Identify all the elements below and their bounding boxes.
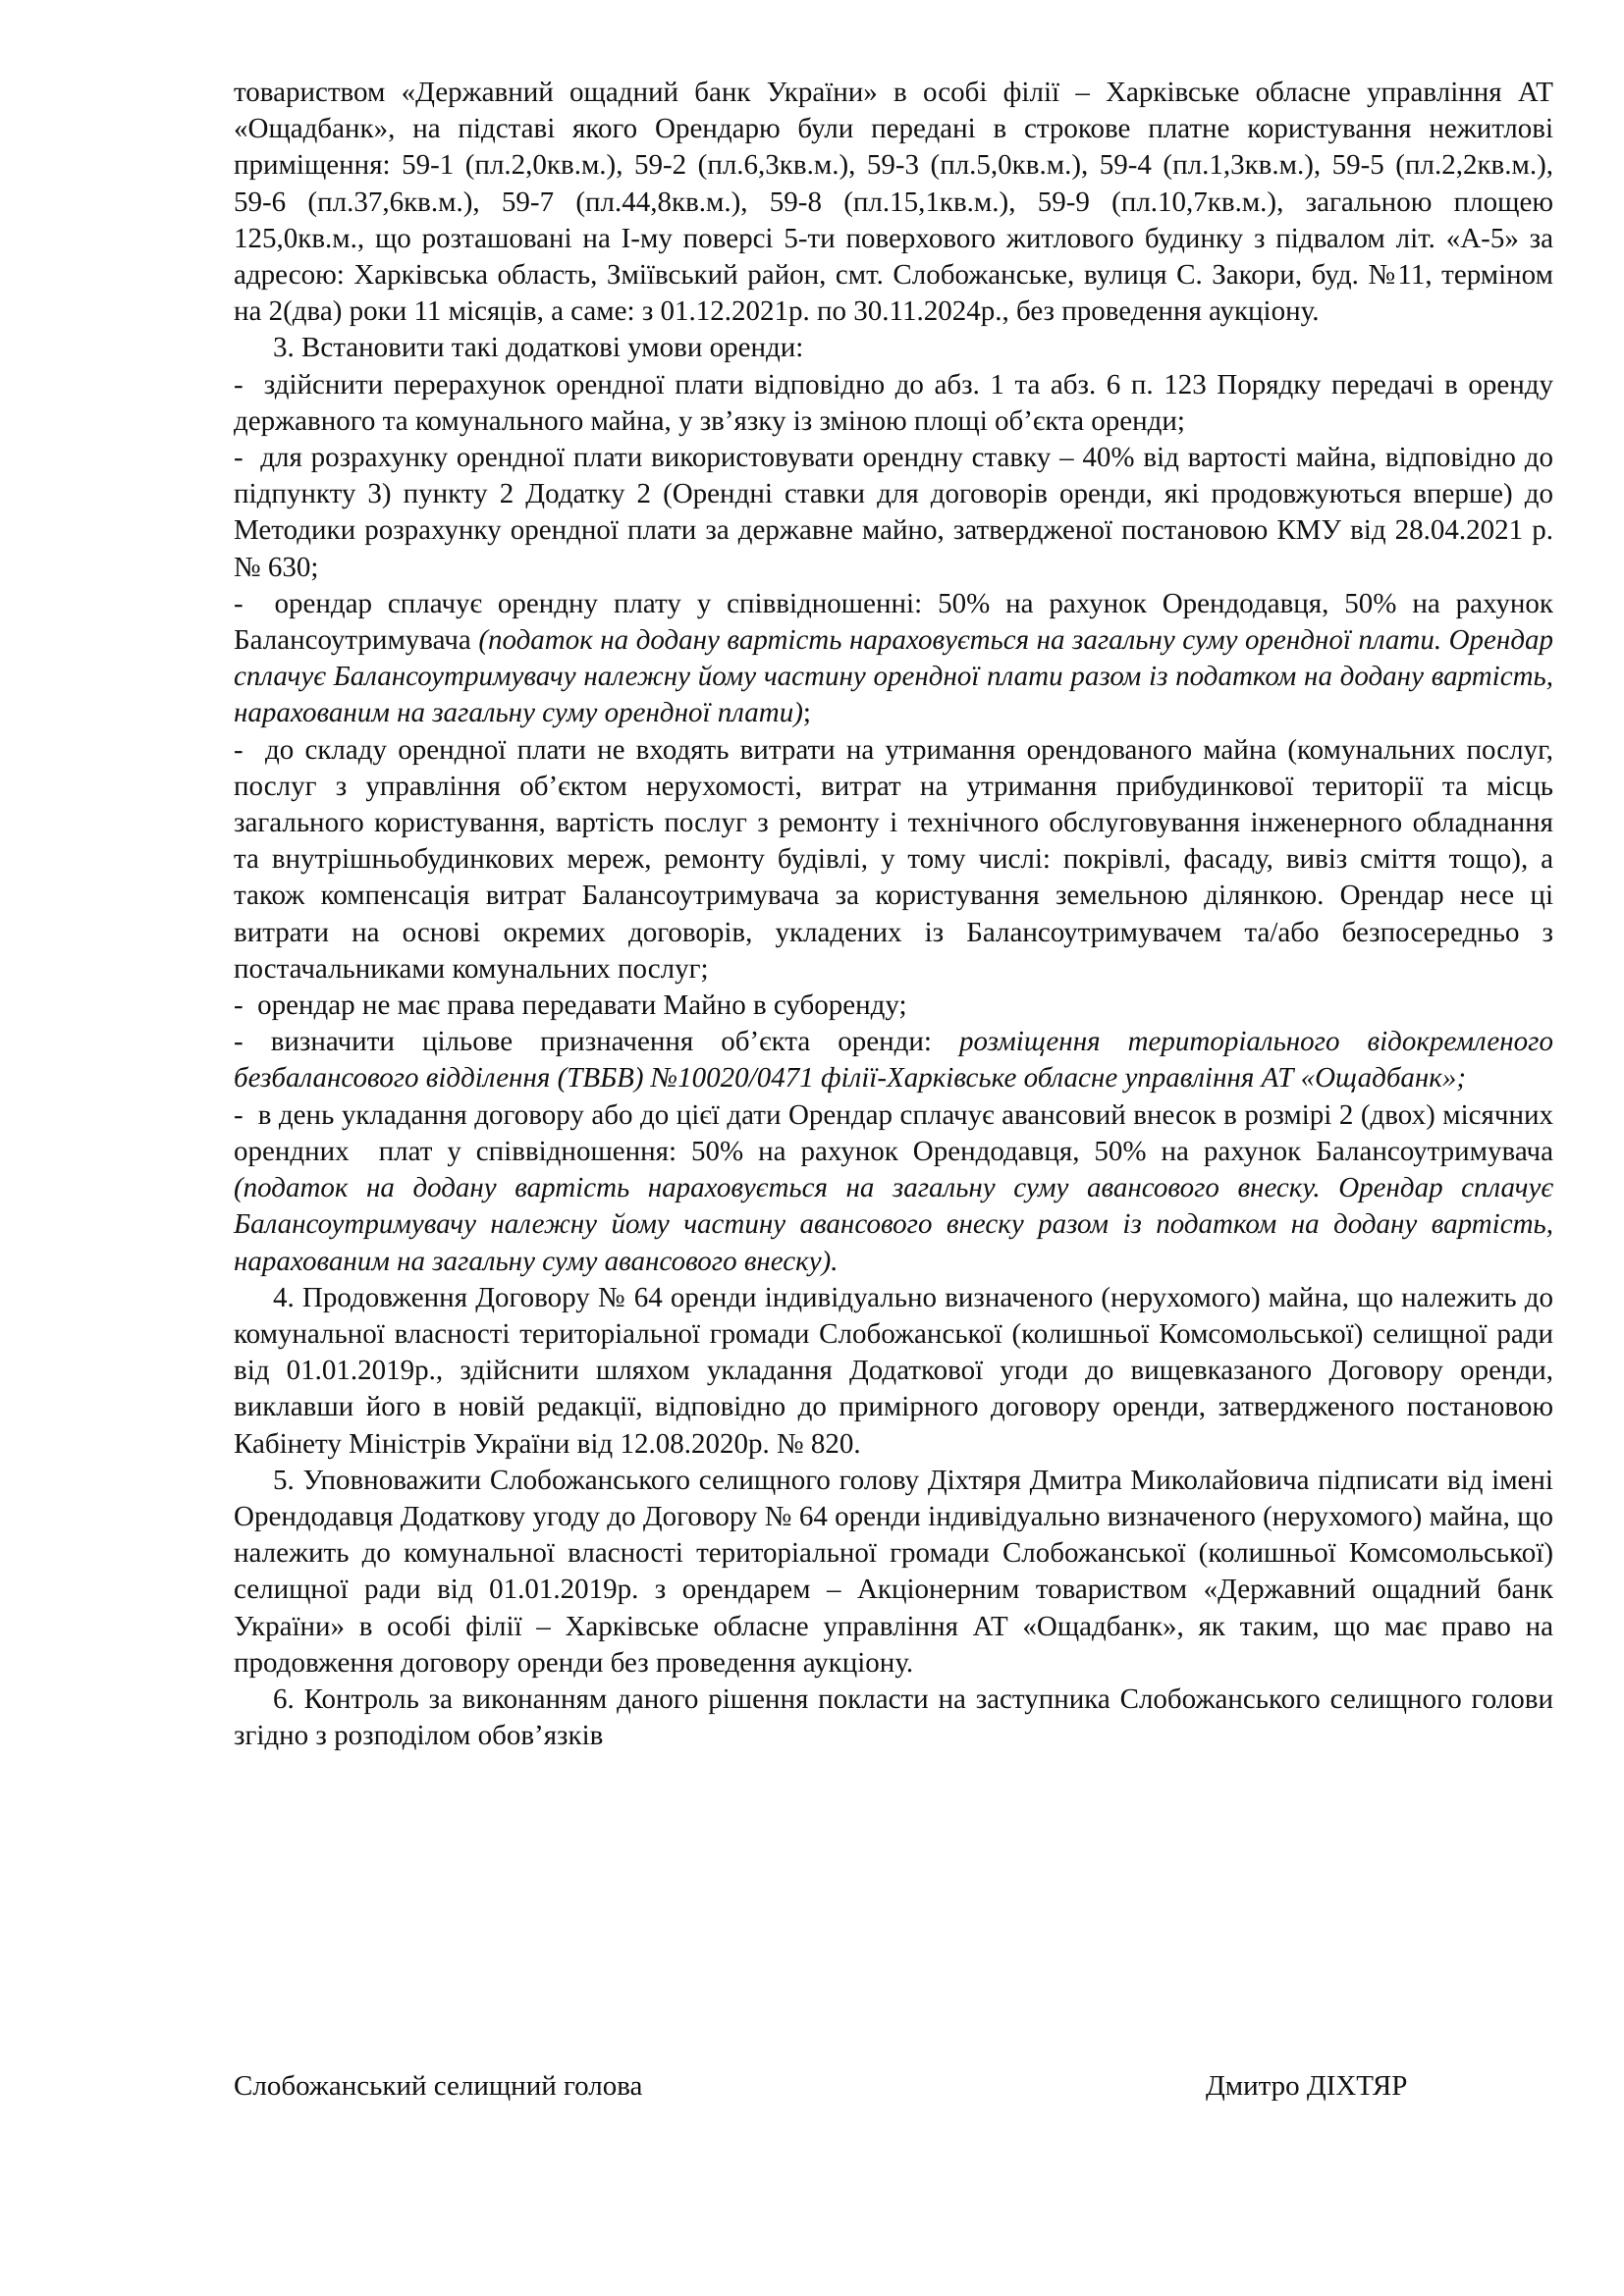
condition-payment-split: [234, 586, 1561, 732]
payment-split-note: (податок на додану вартість нараховується на загальну суму орендної плати. Орендар сплачує Балансоутримувачу належну йому частину орендної плати разом із податком на додану вартість, нарахованим на загальну суму орендної плати): [234, 624, 1561, 729]
condition-purpose: [234, 1024, 1561, 1096]
item-6: 6. Контроль за виконанням даного рішення покласти на заступника Слобожанського селищного голови згідно з розподілом обов’язків: [234, 1682, 1553, 1752]
condition-recalculation: - здійснити перерахунок орендної плати відповідно до абз. 1 та абз. 6 п. 123 Порядку передачі в оренду державного та комунального майна, у зв’язку із зміною площі об’єкта оренди;: [234, 368, 1561, 437]
condition-no-sublease: - орендар не має права передавати Майно в суборенду;: [234, 989, 907, 1022]
signatory-name: Дмитро ДІХТЯР: [1206, 2070, 1408, 2102]
item-3-heading: 3. Встановити такі додаткові умови оренди:: [273, 332, 804, 364]
advance-text: - в день укладання договору або до цієї дати Орендар сплачує авансовий внесок в розмірі 2 (двох) місячних орендних плат у співвідношення: 50% на рахунок Орендодавця, 50% на рахунок Балансоутримувача: [234, 1098, 1561, 1167]
condition-maintenance-costs: - до складу орендної плати не входять витрати на утримання орендованого майна (комунальних послуг, послуг з управління об’єктом нерухомості, витрат на утримання прибудинкової території та місць загального користування, вартість послуг з ремонту і технічного обслуговування інженерного обладнання та внутрішньобудинкових мереж, ремонту будівлі, у тому числі: покрівлі, фасаду, вивіз сміття тощо), а також компенсація витрат Балансоутримувача за користування земельною ділянкою. Орендар несе ці витрати на основі окремих договорів, укладених із Балансоутримувачем та/або безпосередньо з постачальниками комунальних послуг;: [234, 733, 1561, 985]
payment-split-text: - орендар сплачує орендну плату у співвідношенні: 50% на рахунок Орендодавця, 50% на рахунок Балансоутримувача: [234, 587, 1561, 657]
document-body: [234, 75, 1561, 1754]
purpose-value: розміщення територіального відокремленого безбалансового відділення (ТВБВ) №10020/0471 філії-Харківське обласне управління АТ «Ощадбанк»;: [234, 1026, 1561, 1095]
advance-note: (податок на додану вартість нараховується на загальну суму авансового внеску. Орендар сплачує Балансоутримувачу належну йому частину авансового внеску разом із податком на додану вартість, нарахованим на загальну суму авансового внеску).: [234, 1172, 1561, 1277]
purpose-text: - визначити цільове призначення об’єкта оренди:: [234, 1026, 960, 1058]
payment-split-end: ;: [802, 697, 811, 729]
signatory-position: Слобожанський селищний голова: [234, 2070, 643, 2102]
item-5: 5. Уповноважити Слобожанського селищного голову Діхтяря Дмитра Миколайовича підписати від імені Орендодавця Додаткову угоду до Договору № 64 оренди індивідуально визначеного (нерухомого) майна, що належить до комунальної власності територіальної громади Слобожанської (колишньої Комсомольської) селищної ради від 01.01.2019р. з орендарем – Акціонерним товариством «Державний ощадний банк України» в особі філії – Харківське обласне управління АТ «Ощадбанк», як таким, що має право на продовження договору оренди без проведення аукціону.: [234, 1464, 1553, 1679]
condition-advance-payment: [234, 1097, 1561, 1280]
condition-rent-rate: - для розрахунку орендної плати використовувати орендну ставку – 40% від вартості майна, відповідно до підпункту 3) пункту 2 Додатку 2 (Орендні ставки для договорів оренди, які продовжуються вперше) до Методики розрахунку орендної плати за державне майно, затвердженої постановою КМУ від 28.04.2021 р. № 630;: [234, 442, 1561, 583]
intro-paragraph: товариством «Державний ощадний банк України» в особі філії – Харківське обласне управління АТ «Ощадбанк», на підставі якого Орендарю були передані в строкове платне користування нежитлові приміщення: 59-1 (пл.2,0кв.м.), 59-2 (пл.6,3кв.м.), 59-3 (пл.5,0кв.м.), 59-4 (пл.1,3кв.м.), 59-5 (пл.2,2кв.м.), 59-6 (пл.37,6кв.м.), 59-7 (пл.44,8кв.м.), 59-8 (пл.15,1кв.м.), 59-9 (пл.10,7кв.м.), загальною площею 125,0кв.м., що розташовані на І-му поверсі 5-ти поверхового житлового будинку з підвалом літ. «А-5» за адресою: Харківська область, Зміївський район, смт. Слобожанське, вулиця С. Закори, буд. №11, терміном на 2(два) роки 11 місяців, а саме: з 01.12.2021р. по 30.11.2024р., без проведення аукціону.: [234, 77, 1553, 328]
item-4: 4. Продовження Договору № 64 оренди індивідуально визначеного (нерухомого) майна, що належить до комунальної власності територіальної громади Слобожанської (колишньої Комсомольської) селищної ради від 01.01.2019р., здійснити шляхом укладання Додаткової угоди до вищевказаного Договору оренди, виклавши його в новій редакції, відповідно до примірного договору оренди, затвердженого постановою Кабінету Міністрів України від 12.08.2020р. № 820.: [234, 1281, 1553, 1460]
